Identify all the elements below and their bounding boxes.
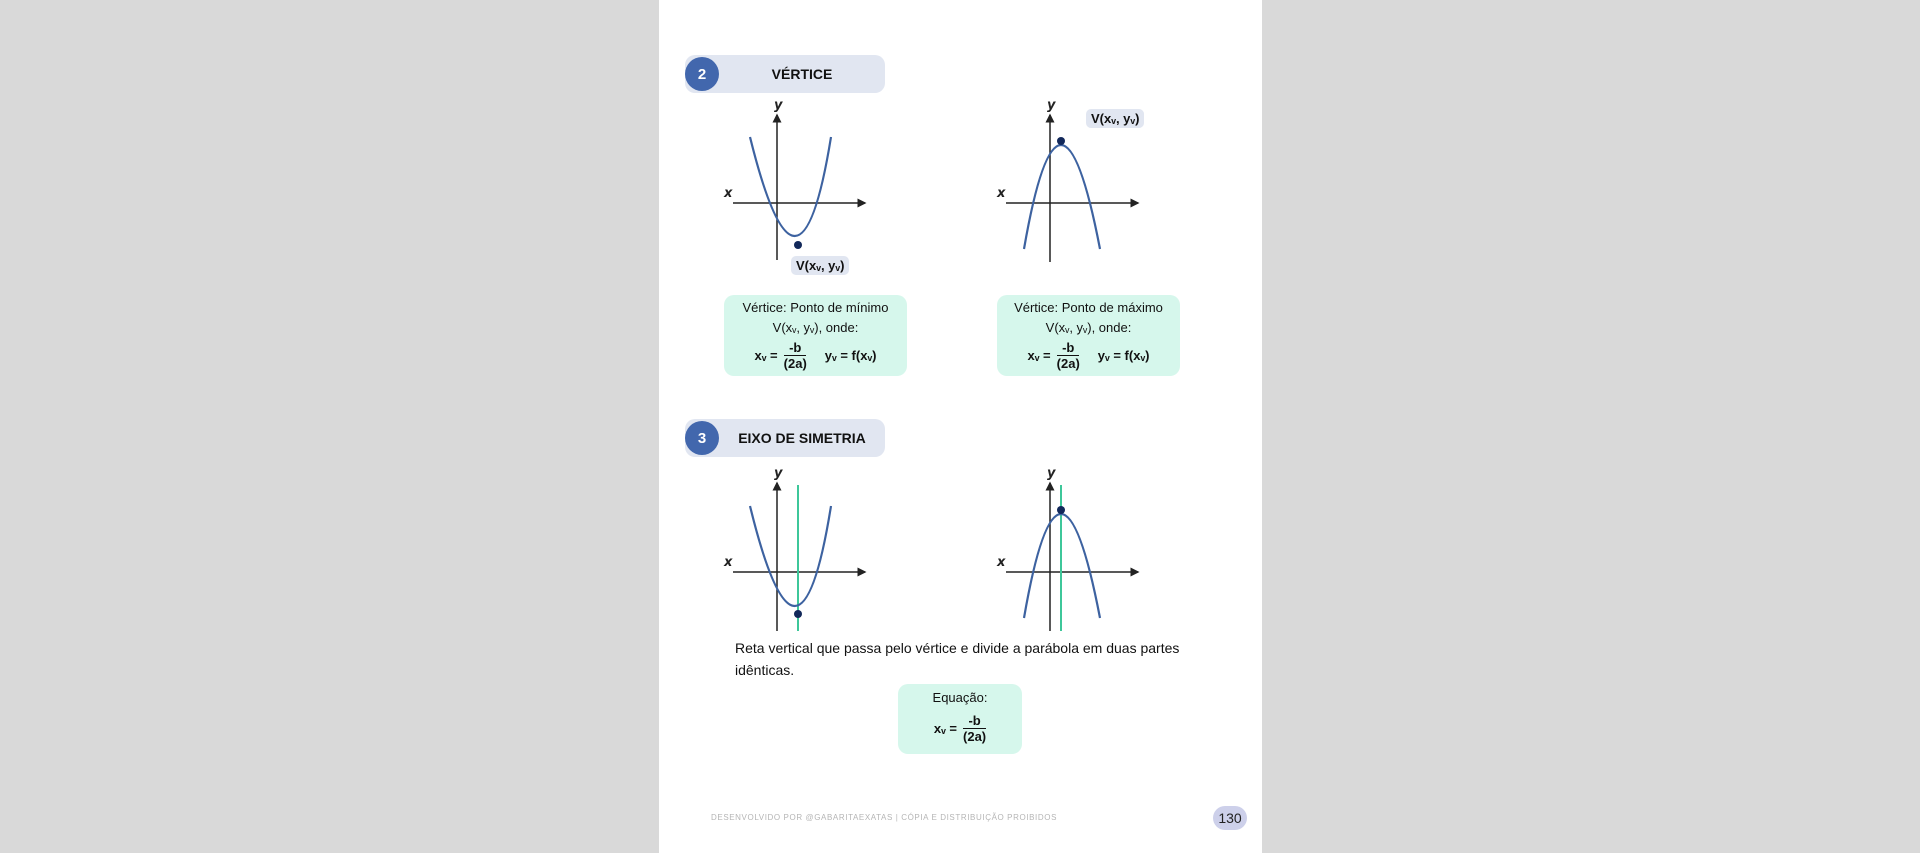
fraction-denominator: (2a) [783, 356, 807, 371]
fraction [963, 713, 986, 744]
y-axis-label: y [774, 466, 783, 481]
symmetry-description: Reta vertical que passa pelo vértice e divide a parábola em duas partes idênticas. [735, 640, 1180, 678]
fraction [1057, 340, 1080, 371]
vertex-point [794, 610, 802, 618]
info-box-maximum [997, 295, 1180, 376]
xv-label: xᵥ = [1027, 348, 1051, 363]
page-number: 130 [1213, 806, 1247, 830]
info-line-1: Vértice: Ponto de mínimo [742, 300, 889, 315]
page [659, 0, 1262, 853]
section-header-eixo-de-simetria [685, 419, 885, 457]
graph-symmetry-minimum [724, 463, 867, 633]
graph-symmetry-maximum [997, 463, 1140, 633]
fraction-numerator: -b [963, 713, 985, 729]
y-axis-label: y [774, 98, 783, 113]
parabola-curve [750, 137, 831, 236]
formula-row [724, 340, 907, 371]
xv-label: xᵥ = [933, 721, 958, 736]
x-axis-label: x [724, 186, 733, 201]
vertex-label-min: V(xᵥ, yᵥ) [791, 256, 849, 275]
parabola-curve [750, 506, 831, 606]
fraction-denominator: (2a) [1056, 356, 1080, 371]
info-line-2: V(xᵥ, yᵥ), onde: [772, 320, 859, 335]
x-axis-label: x [997, 555, 1006, 570]
equation-box [898, 684, 1022, 754]
y-axis-label: y [1047, 98, 1056, 113]
info-box-minimum [724, 295, 907, 376]
fraction-numerator: -b [1057, 340, 1079, 356]
y-axis-label: y [1047, 466, 1056, 481]
fraction-denominator: (2a) [963, 729, 987, 744]
yv-formula: yᵥ = f(xᵥ) [1097, 348, 1150, 363]
info-line-1: Vértice: Ponto de máximo [1014, 300, 1163, 315]
vertex-point [794, 241, 802, 249]
fraction [784, 340, 807, 371]
info-line-2: V(xᵥ, yᵥ), onde: [1045, 320, 1132, 335]
vertex-point [1057, 137, 1065, 145]
fraction-numerator: -b [784, 340, 806, 356]
vertex-point [1057, 506, 1065, 514]
x-axis-label: x [724, 555, 733, 570]
section-title: VÉRTICE [771, 66, 833, 82]
section-header-vertice [685, 55, 885, 93]
section-title: EIXO DE SIMETRIA [738, 430, 866, 446]
graph-parabola-minimum [724, 95, 867, 255]
equation-title: Equação: [932, 690, 988, 705]
vertex-label-max: V(xᵥ, yᵥ) [1086, 109, 1144, 128]
footer-copyright: DESENVOLVIDO POR @GABARITAEXATAS | CÓPIA E DISTRIBUIÇÃO PROIBIDOS [711, 813, 1058, 822]
yv-formula: yᵥ = f(xᵥ) [824, 348, 877, 363]
parabola-curve [1024, 145, 1100, 249]
section-number-badge: 2 [685, 57, 719, 91]
formula-row [997, 340, 1180, 371]
xv-label: xᵥ = [754, 348, 778, 363]
equation-formula [898, 713, 1022, 744]
x-axis-label: x [997, 186, 1006, 201]
section-number-badge: 3 [685, 421, 719, 455]
